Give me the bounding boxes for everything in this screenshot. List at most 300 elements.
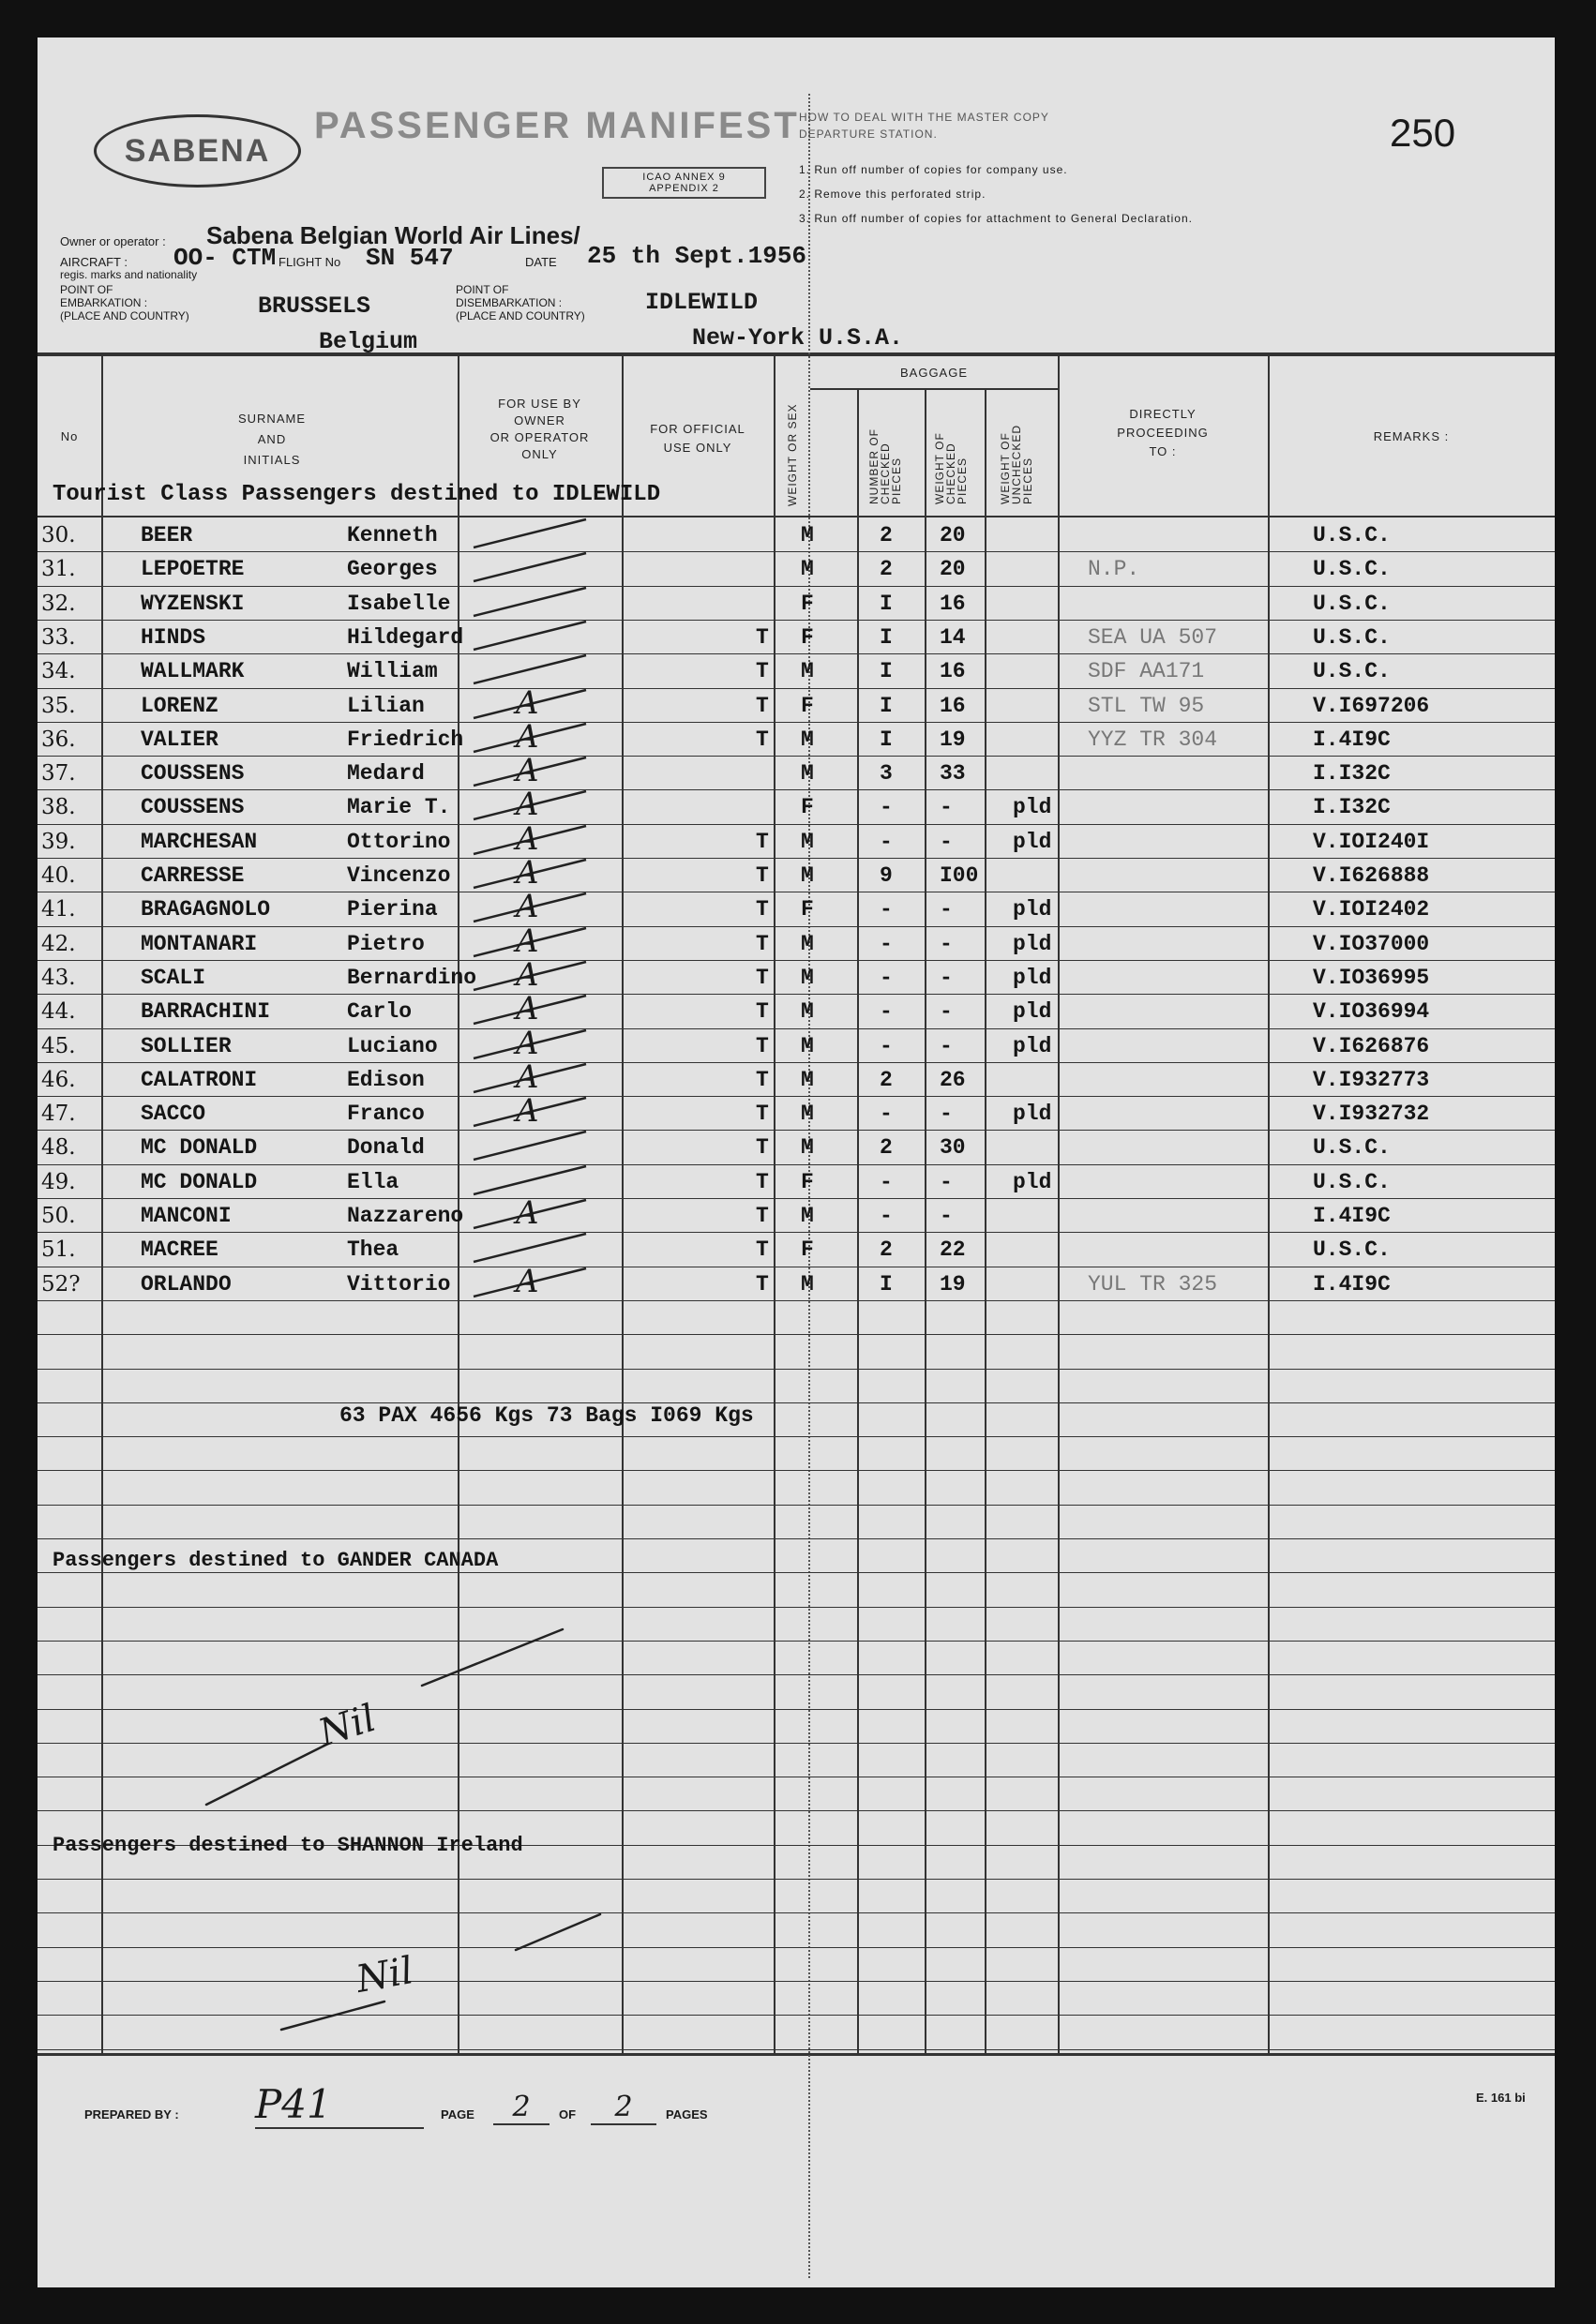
passenger-first-name: Pierina [347, 897, 438, 922]
checked-weight: 19 [940, 1272, 966, 1297]
checked-pieces: - [880, 830, 893, 854]
checked-pieces: I [880, 694, 893, 718]
owner-hand-mark: A [516, 922, 539, 960]
checked-pieces: - [880, 1170, 893, 1194]
disembark-label: POINT OF DISEMBARKATION : (PLACE AND COUNTRY) [456, 283, 585, 322]
passenger-surname: LORENZ [141, 694, 218, 718]
row-line [38, 1879, 1555, 1880]
row-line [38, 1402, 1555, 1403]
checked-pieces: 2 [880, 1068, 893, 1092]
row-number: 47. [41, 1102, 76, 1126]
remarks-value: I.4I9C [1313, 1204, 1391, 1228]
checked-pieces: - [880, 1034, 893, 1058]
official-use-mark: T [756, 830, 769, 854]
row-line [38, 858, 1555, 859]
row-number: 35. [41, 694, 76, 718]
owner-check-mark [464, 1128, 605, 1165]
passenger-first-name: Nazzareno [347, 1204, 464, 1228]
checked-weight: 30 [940, 1135, 966, 1160]
unchecked-weight: pld [1013, 795, 1052, 819]
unchecked-weight: pld [1013, 932, 1052, 956]
row-line [38, 653, 1555, 654]
owner-label: Owner or operator : [60, 234, 166, 248]
aircraft-label: AIRCRAFT : [60, 255, 128, 269]
passenger-first-name: Hildegard [347, 625, 464, 650]
official-use-mark: T [756, 1102, 769, 1126]
passenger-surname: HINDS [141, 625, 206, 650]
passenger-first-name: Vittorio [347, 1272, 451, 1297]
passenger-first-name: Kenneth [347, 523, 438, 547]
row-line [38, 1436, 1555, 1437]
unchecked-weight: pld [1013, 1102, 1052, 1126]
remarks-value: V.I932732 [1313, 1102, 1430, 1126]
manifest-sheet [38, 37, 1555, 2287]
section-title-idlewild: Tourist Class Passengers destined to IDLEWILD [53, 482, 661, 507]
row-line [38, 1300, 1555, 1301]
passenger-sex: F [801, 694, 814, 718]
row-line [38, 1198, 1555, 1199]
row-number: 37. [41, 761, 76, 786]
row-number: 39. [41, 830, 76, 854]
col-sep [1058, 352, 1060, 2053]
col-owner-header: FOR USE BY OWNER OR OPERATOR ONLY [489, 397, 590, 461]
disembark-value: IDLEWILD [645, 289, 759, 316]
owner-hand-mark: A [516, 1092, 539, 1130]
page-label: PAGE [441, 2107, 474, 2122]
logo-text: SABENA [124, 132, 271, 169]
nil-gander: Nil [313, 1696, 382, 1756]
prepared-label: PREPARED BY : [84, 2107, 179, 2122]
row-number: 30. [41, 523, 76, 547]
row-number: 48. [41, 1135, 76, 1160]
embark-country: Belgium [319, 328, 418, 355]
official-use-mark: T [756, 659, 769, 683]
col-surname-header: SURNAME AND INITIALS [237, 412, 306, 467]
official-use-mark: T [756, 694, 769, 718]
remarks-value: U.S.C. [1313, 523, 1391, 547]
remarks-value: I.I32C [1313, 795, 1391, 819]
passenger-sex: F [801, 625, 814, 650]
checked-pieces: - [880, 795, 893, 819]
passenger-sex: F [801, 897, 814, 922]
passenger-surname: MONTANARI [141, 932, 258, 956]
col-checked-weight-header: WEIGHT OF CHECKED PIECES [933, 432, 969, 504]
checked-pieces: 3 [880, 761, 893, 786]
header-bottom-rule [38, 516, 1555, 517]
section-title-gander: Passengers destined to GANDER CANADA [53, 1549, 499, 1572]
remarks-value: V.IOI2402 [1313, 897, 1430, 922]
remarks-value: V.I626876 [1313, 1034, 1430, 1058]
unchecked-weight: pld [1013, 999, 1052, 1024]
row-line [38, 1062, 1555, 1063]
checked-weight: - [940, 1204, 953, 1228]
nil-strike-shannon [244, 1903, 638, 2053]
passenger-first-name: Pietro [347, 932, 425, 956]
checked-pieces: 2 [880, 557, 893, 581]
remarks-value: U.S.C. [1313, 592, 1391, 616]
checked-weight: - [940, 1102, 953, 1126]
remarks-value: I.4I9C [1313, 1272, 1391, 1297]
owner-check-mark [464, 618, 605, 655]
page-number: 250 [1390, 111, 1456, 155]
checked-weight: 33 [940, 761, 966, 786]
passenger-first-name: Donald [347, 1135, 425, 1160]
passenger-surname: MC DONALD [141, 1135, 258, 1160]
official-use-mark: T [756, 932, 769, 956]
row-line [38, 586, 1555, 587]
passenger-surname: MC DONALD [141, 1170, 258, 1194]
of-value: 2 [591, 2091, 656, 2125]
row-line [38, 960, 1555, 961]
passenger-sex: M [801, 830, 814, 854]
checked-pieces: - [880, 1204, 893, 1228]
remarks-value: V.IOI240I [1313, 830, 1430, 854]
manifest-title: PASSENGER MANIFEST [314, 105, 800, 146]
unchecked-weight: pld [1013, 1170, 1052, 1194]
remarks-value: V.IO37000 [1313, 932, 1430, 956]
col-proceeding-header: DIRECTLY PROCEEDING TO : [1117, 407, 1209, 458]
checked-weight: 16 [940, 694, 966, 718]
row-line [38, 1130, 1555, 1131]
passenger-sex: M [801, 999, 814, 1024]
aircraft-value: OO- CTM [173, 244, 277, 272]
checked-weight: 19 [940, 727, 966, 752]
passenger-surname: BRAGAGNOLO [141, 897, 271, 922]
unchecked-weight: pld [1013, 966, 1052, 990]
row-line [38, 1232, 1555, 1233]
remarks-value: U.S.C. [1313, 625, 1391, 650]
instruction-item: 2. Remove this perforated strip. [799, 187, 986, 201]
col-sep [101, 352, 103, 2053]
official-use-mark: T [756, 966, 769, 990]
remarks-value: I.4I9C [1313, 727, 1391, 752]
proceeding-to: N.P. [1088, 557, 1140, 581]
row-number: 36. [41, 727, 76, 752]
remarks-value: U.S.C. [1313, 659, 1391, 683]
passenger-sex: M [801, 932, 814, 956]
owner-check-mark [464, 584, 605, 622]
passenger-first-name: Thea [347, 1237, 399, 1262]
checked-pieces: I [880, 727, 893, 752]
row-line [38, 1572, 1555, 1573]
row-line [38, 1164, 1555, 1165]
passenger-surname: SACCO [141, 1102, 206, 1126]
remarks-value: U.S.C. [1313, 1135, 1391, 1160]
passenger-first-name: Friedrich [347, 727, 464, 752]
page-value: 2 [493, 2091, 550, 2125]
passenger-sex: F [801, 592, 814, 616]
checked-pieces: - [880, 897, 893, 922]
baggage-rule [810, 388, 1058, 390]
col-sep [622, 352, 624, 2053]
proceeding-to: SDF AA171 [1088, 659, 1205, 683]
passenger-first-name: Carlo [347, 999, 413, 1024]
official-use-mark: T [756, 1034, 769, 1058]
passenger-surname: MACREE [141, 1237, 218, 1262]
owner-hand-mark: A [516, 854, 539, 892]
row-line [38, 1334, 1555, 1335]
row-number: 42. [41, 932, 76, 956]
passenger-first-name: Lilian [347, 694, 425, 718]
official-use-mark: T [756, 625, 769, 650]
col-sep [1268, 352, 1270, 2053]
passenger-surname: WYZENSKI [141, 592, 245, 616]
checked-pieces: I [880, 1272, 893, 1297]
col-remarks-header: REMARKS : [1373, 429, 1450, 443]
checked-pieces: 2 [880, 1237, 893, 1262]
passenger-sex: M [801, 1102, 814, 1126]
owner-check-mark [464, 652, 605, 689]
checked-weight: 26 [940, 1068, 966, 1092]
remarks-value: I.I32C [1313, 761, 1391, 786]
passenger-sex: M [801, 966, 814, 990]
instructions-title: HOW TO DEAL WITH THE MASTER COPY DEPARTURE STATION. [799, 111, 1049, 141]
passenger-first-name: Bernardino [347, 966, 477, 990]
passenger-surname: COUSSENS [141, 761, 245, 786]
row-line [38, 688, 1555, 689]
unchecked-weight: pld [1013, 830, 1052, 854]
remarks-value: U.S.C. [1313, 1170, 1391, 1194]
date-value: 25 th Sept.1956 [587, 242, 807, 270]
row-line [38, 1538, 1555, 1539]
remarks-value: U.S.C. [1313, 1237, 1391, 1262]
col-sep [925, 388, 926, 2053]
checked-pieces: I [880, 625, 893, 650]
row-number: 43. [41, 966, 76, 990]
row-line [38, 1607, 1555, 1608]
official-use-mark: T [756, 1204, 769, 1228]
passenger-sex: F [801, 795, 814, 819]
icao-note: ICAO ANNEX 9 APPENDIX 2 [602, 167, 766, 199]
checked-weight: 16 [940, 592, 966, 616]
checked-weight: - [940, 795, 953, 819]
passenger-sex: M [801, 523, 814, 547]
passenger-first-name: William [347, 659, 438, 683]
checked-weight: - [940, 932, 953, 956]
passenger-surname: SCALI [141, 966, 206, 990]
passenger-first-name: Vincenzo [347, 863, 451, 888]
proceeding-to: STL TW 95 [1088, 694, 1205, 718]
remarks-value: V.I932773 [1313, 1068, 1430, 1092]
owner-check-mark [464, 1230, 605, 1267]
row-line [38, 926, 1555, 927]
official-use-mark: T [756, 1170, 769, 1194]
passenger-sex: M [801, 1135, 814, 1160]
passenger-first-name: Marie T. [347, 795, 451, 819]
row-number: 34. [41, 659, 76, 683]
checked-pieces: - [880, 932, 893, 956]
owner-check-mark [464, 549, 605, 587]
row-number: 51. [41, 1237, 76, 1262]
row-line [38, 756, 1555, 757]
passenger-sex: M [801, 1272, 814, 1297]
checked-weight: 22 [940, 1237, 966, 1262]
official-use-mark: T [756, 1068, 769, 1092]
checked-weight: - [940, 897, 953, 922]
remarks-value: V.I626888 [1313, 863, 1430, 888]
passenger-surname: SOLLIER [141, 1034, 232, 1058]
passenger-surname: WALLMARK [141, 659, 245, 683]
owner-hand-mark: A [516, 1025, 539, 1062]
instructions-list [799, 157, 1193, 231]
owner-hand-mark: A [516, 786, 539, 823]
row-number: 46. [41, 1068, 76, 1092]
passenger-surname: CARRESSE [141, 863, 245, 888]
remarks-value: V.IO36994 [1313, 999, 1430, 1024]
table-bottom-rule [38, 2053, 1555, 2056]
pages-label: PAGES [666, 2107, 708, 2122]
owner-hand-mark: A [516, 990, 539, 1027]
checked-pieces: - [880, 1102, 893, 1126]
passenger-first-name: Franco [347, 1102, 425, 1126]
flight-value: SN 547 [366, 244, 454, 272]
col-unchecked-weight-header: WEIGHT OF UNCHECKED PIECES [999, 424, 1034, 504]
passenger-sex: F [801, 1237, 814, 1262]
owner-hand-mark: A [516, 1194, 539, 1232]
totals-line: 63 PAX 4656 Kgs 73 Bags I069 Kgs [339, 1403, 754, 1428]
col-official-header: FOR OFFICIAL USE ONLY [650, 422, 745, 455]
checked-weight: - [940, 830, 953, 854]
col-checked-pieces-header: NUMBER OF CHECKED PIECES [867, 428, 903, 504]
row-number: 40. [41, 863, 76, 888]
sabena-logo [94, 114, 301, 187]
remarks-value: V.IO36995 [1313, 966, 1430, 990]
col-sep [774, 352, 775, 2053]
passenger-surname: COUSSENS [141, 795, 245, 819]
passenger-surname: BEER [141, 523, 193, 547]
official-use-mark: T [756, 863, 769, 888]
passenger-sex: M [801, 727, 814, 752]
col-sex-header: WEIGHT OR SEX [786, 403, 799, 506]
row-line [38, 1470, 1555, 1471]
passenger-sex: M [801, 1034, 814, 1058]
passenger-first-name: Ottorino [347, 830, 451, 854]
passenger-sex: M [801, 557, 814, 581]
passenger-surname: MARCHESAN [141, 830, 258, 854]
owner-hand-mark: A [516, 684, 539, 722]
checked-weight: 20 [940, 557, 966, 581]
checked-pieces: - [880, 999, 893, 1024]
passenger-first-name: Luciano [347, 1034, 438, 1058]
checked-weight: - [940, 999, 953, 1024]
date-label: DATE [525, 255, 557, 269]
passenger-surname: CALATRONI [141, 1068, 258, 1092]
owner-hand-mark: A [516, 1263, 539, 1300]
row-line [38, 1505, 1555, 1506]
col-no-header: No [60, 429, 79, 443]
passenger-sex: M [801, 863, 814, 888]
checked-weight: - [940, 1034, 953, 1058]
row-line [38, 551, 1555, 552]
section-title-shannon: Passengers destined to SHANNON Ireland [53, 1834, 523, 1857]
checked-weight: 16 [940, 659, 966, 683]
row-number: 31. [41, 557, 76, 581]
of-label: OF [559, 2107, 577, 2122]
proceeding-to: YUL TR 325 [1088, 1272, 1218, 1297]
checked-pieces: 2 [880, 1135, 893, 1160]
passenger-surname: LEPOETRE [141, 557, 245, 581]
passenger-surname: BARRACHINI [141, 999, 271, 1024]
row-number: 50. [41, 1204, 76, 1228]
checked-pieces: 9 [880, 863, 893, 888]
passenger-sex: M [801, 1068, 814, 1092]
row-line [38, 789, 1555, 790]
row-line [38, 1096, 1555, 1097]
remarks-value: V.I697206 [1313, 694, 1430, 718]
owner-hand-mark: A [516, 888, 539, 925]
passenger-first-name: Ella [347, 1170, 399, 1194]
col-baggage-header: BAGGAGE [899, 366, 969, 380]
checked-pieces: 2 [880, 523, 893, 547]
unchecked-weight: pld [1013, 1034, 1052, 1058]
owner-check-mark [464, 516, 605, 553]
owner-value: Sabena Belgian World Air Lines/ [206, 221, 580, 249]
row-number: 49. [41, 1170, 76, 1194]
row-number: 52? [41, 1272, 81, 1297]
row-number: 32. [41, 592, 76, 616]
owner-hand-mark: A [516, 752, 539, 789]
embark-value: BRUSSELS [258, 292, 371, 320]
checked-pieces: - [880, 966, 893, 990]
row-line [38, 994, 1555, 995]
nil-strike-gander [188, 1612, 581, 1828]
passenger-first-name: Edison [347, 1068, 425, 1092]
owner-hand-mark: A [516, 718, 539, 756]
prepared-value: P41 [255, 2081, 424, 2129]
table-top-rule [38, 352, 1555, 356]
row-line [38, 824, 1555, 825]
col-sep [857, 388, 859, 2053]
row-number: 44. [41, 999, 76, 1024]
passenger-surname: VALIER [141, 727, 218, 752]
passenger-sex: M [801, 1204, 814, 1228]
passenger-surname: ORLANDO [141, 1272, 232, 1297]
checked-weight: - [940, 1170, 953, 1194]
aircraft-sublabel: regis. marks and nationality [60, 268, 198, 281]
form-code: E. 161 bi [1476, 2091, 1526, 2105]
checked-weight: I00 [940, 863, 979, 888]
passenger-sex: M [801, 761, 814, 786]
passenger-first-name: Georges [347, 557, 438, 581]
passenger-sex: M [801, 659, 814, 683]
official-use-mark: T [756, 1135, 769, 1160]
instruction-item: 3. Run off number of copies for attachment to General Declaration. [799, 212, 1193, 225]
flight-label: FLIGHT No [279, 255, 341, 269]
col-sep [985, 388, 986, 2053]
remarks-value: U.S.C. [1313, 557, 1391, 581]
official-use-mark: T [756, 727, 769, 752]
official-use-mark: T [756, 999, 769, 1024]
row-line [38, 722, 1555, 723]
nil-shannon: Nil [353, 1949, 417, 2002]
row-line [38, 1369, 1555, 1370]
passenger-first-name: Medard [347, 761, 425, 786]
passenger-sex: F [801, 1170, 814, 1194]
row-number: 38. [41, 795, 76, 819]
unchecked-weight: pld [1013, 897, 1052, 922]
disembark-country: New-York U.S.A. [692, 324, 904, 352]
checked-weight: - [940, 966, 953, 990]
proceeding-to: YYZ TR 304 [1088, 727, 1218, 752]
checked-weight: 14 [940, 625, 966, 650]
official-use-mark: T [756, 1237, 769, 1262]
passenger-surname: MANCONI [141, 1204, 232, 1228]
instruction-item: 1. Run off number of copies for company use. [799, 163, 1068, 176]
row-line [38, 620, 1555, 621]
row-line [38, 1028, 1555, 1029]
owner-hand-mark: A [516, 956, 539, 994]
checked-pieces: I [880, 592, 893, 616]
